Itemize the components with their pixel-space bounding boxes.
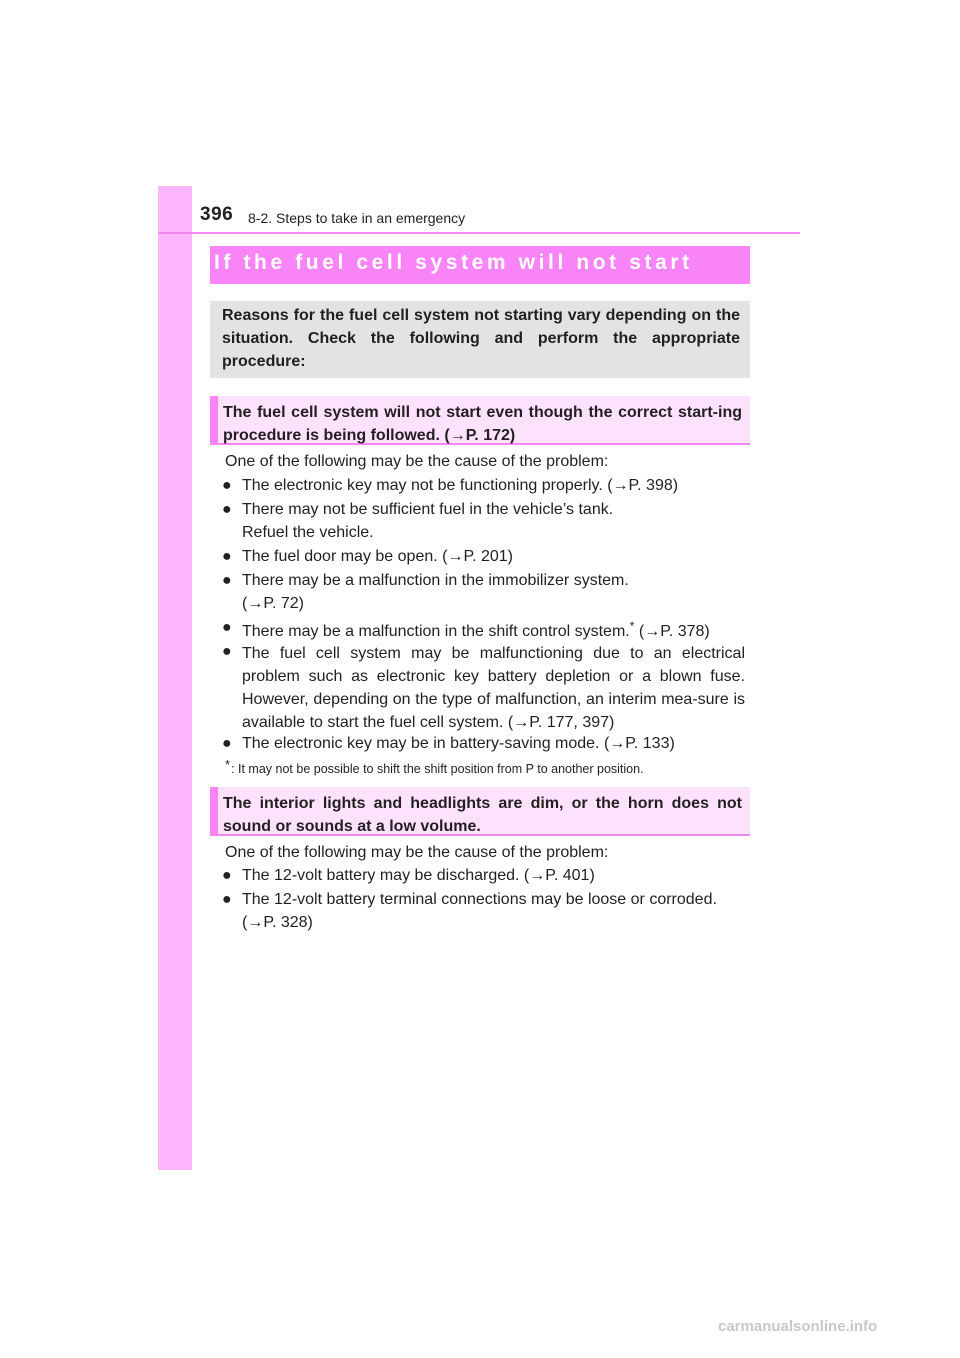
- list-item-continuation: Refuel the vehicle.: [242, 524, 374, 541]
- list-item-continuation: (→P. 328): [242, 914, 313, 931]
- bullet-icon: ●: [222, 619, 232, 636]
- footnote-text: : It may not be possible to shift the shift position from P to another position.: [231, 762, 644, 776]
- section-title: If the fuel cell system will not start: [214, 251, 693, 274]
- subheading-1: The fuel cell system will not start even though the correct start-ing procedure is being followed. (→P. 172): [223, 404, 742, 444]
- bullet-icon: ●: [222, 572, 232, 589]
- bullet-icon: ●: [222, 477, 232, 494]
- cause-lead-1: One of the following may be the cause of the problem:: [225, 453, 609, 470]
- bullet-icon: ●: [222, 891, 232, 908]
- bullet-icon: ●: [222, 501, 232, 518]
- list-item: The 12-volt battery may be discharged. (→P. 401): [242, 867, 595, 884]
- footnote-marker: *: [629, 619, 635, 633]
- list-item: [242, 619, 710, 641]
- page-number: 396: [200, 204, 234, 225]
- list-item: The electronic key may be in battery-saving mode. (→P. 133): [242, 735, 675, 752]
- list-item: The fuel cell system may be malfunctioning due to an electrical problem such as electronic key battery depletion or a blown fuse. However, depending on the type of malfunction, an interim mea-sure is available to start the fuel cell system. (→P. 177, 397): [242, 645, 745, 731]
- subheading-box-1: [210, 396, 750, 445]
- footnote-marker: *: [225, 757, 231, 772]
- side-color-band: [158, 186, 192, 1170]
- subheading-accent-bar: [210, 396, 218, 443]
- bullet-icon: ●: [222, 735, 232, 752]
- subheading-box-2: [210, 787, 750, 836]
- subheading-2: The interior lights and headlights are dim, or the horn does not sound or sounds at a low volume.: [223, 795, 742, 835]
- bullet-icon: ●: [222, 643, 232, 660]
- list-item-text: There may be a malfunction in the shift control system.: [242, 623, 630, 640]
- header-rule: [158, 232, 800, 234]
- list-item: The electronic key may not be functioning properly. (→P. 398): [242, 477, 679, 494]
- intro-text: Reasons for the fuel cell system not starting vary depending on the situation. Check the following and perform the appropriate procedure:: [222, 307, 740, 370]
- intro-box: [210, 301, 750, 378]
- bullet-icon: ●: [222, 867, 232, 884]
- chapter-title: 8-2. Steps to take in an emergency: [248, 210, 466, 226]
- bullet-icon: ●: [222, 548, 232, 565]
- subheading-accent-bar: [210, 787, 218, 834]
- section-title-bar: [210, 246, 750, 284]
- list-item: The fuel door may be open. (→P. 201): [242, 548, 513, 565]
- list-item: The 12-volt battery terminal connections may be loose or corroded.: [242, 891, 717, 908]
- cause-lead-2: One of the following may be the cause of the problem:: [225, 844, 609, 861]
- watermark-link[interactable]: carmanualsonline.info: [718, 1318, 878, 1335]
- list-item-continuation: (→P. 72): [242, 595, 304, 612]
- list-item: There may be a malfunction in the immobilizer system.: [242, 572, 629, 589]
- footnote: [225, 757, 644, 776]
- list-item: There may not be sufficient fuel in the vehicle’s tank.: [242, 501, 614, 518]
- page-reference: (→P. 378): [638, 623, 710, 640]
